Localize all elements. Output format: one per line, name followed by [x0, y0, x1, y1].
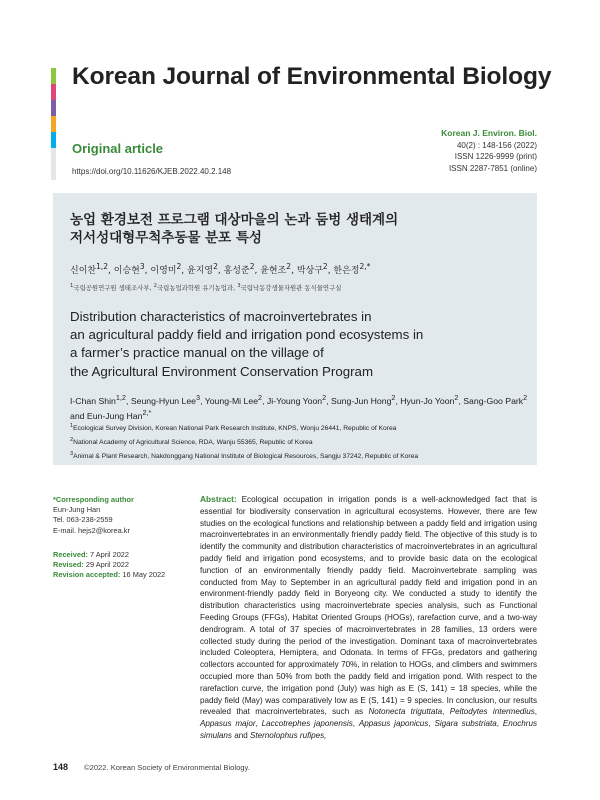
author-name: Sung-Jun Hong$^2$	[331, 393, 396, 406]
abstract-species: Sternolophus rufipes,	[249, 730, 327, 740]
english-authors: I-Chan Shin$^{1,2}$, Seung-Hyun Lee$^3$, Young-Mi Lee$^2$, Ji-Young Yoon$^2$, Sung-Jun Hong$^2$, Hyun-Jo Yoon$^2$, Sang-Goo Park$^2$ and Eun-Jung Han$^{2,*}$	[70, 393, 528, 422]
author-name: I-Chan Shin$^{1,2}$	[70, 393, 126, 406]
english-title-line: the Agricultural Environment Conservation Program	[70, 363, 374, 379]
corresponding-name: Eun-Jung Han	[53, 505, 101, 515]
english-affiliations	[70, 421, 535, 462]
color-bar-segment	[51, 84, 56, 100]
korean-authors: 신이찬$^{1,2}$, 이승현$^3$, 이영미$^2$, 윤지영$^2$, 홍성준$^2$, 윤현조$^2$, 박상구$^2$, 한은정$^{2,*}$	[70, 262, 371, 276]
affiliation-item: $^3$Animal & Plant Research, Nakdonggang National Institute of Biological Resources, Sangju 37242, Republic of Korea	[70, 450, 419, 460]
issn-online: ISSN 2287-7851 (online)	[448, 163, 537, 173]
revised-date: Revised: 29 April 2022	[53, 560, 130, 570]
copyright: ©2022. Korean Society of Environmental Biology.	[84, 763, 250, 772]
received-date: Received: 7 April 2022	[53, 549, 130, 559]
author-name: Hyun-Jo Yoon$^2$	[400, 393, 459, 406]
author-name: 이승현$^3$	[113, 262, 145, 276]
abstract-label: Abstract:	[200, 494, 237, 504]
author-name: 한은정$^{2,*}$	[333, 262, 371, 276]
journal-abbrev: Korean J. Environ. Biol.	[441, 128, 537, 138]
color-bar-segment	[51, 100, 56, 116]
author-name: Sang-Goo Park$^2$	[463, 393, 528, 406]
author-name: Seung-Hyun Lee$^3$	[130, 393, 201, 406]
abstract-species: Laccotrephes japonensis	[261, 719, 353, 729]
corresponding-email[interactable]: E-mail. hejs2@korea.kr	[53, 525, 130, 535]
color-bar-segment	[51, 132, 56, 148]
issn-print: ISSN 1226-9999 (print)	[454, 152, 537, 161]
english-title	[70, 308, 530, 381]
color-bar-segment	[51, 148, 56, 164]
color-bar-segment	[51, 68, 56, 84]
korean-title-line: 저서성대형무척추동물 분포 특성	[70, 230, 262, 246]
citation-block	[441, 128, 537, 174]
color-bar-segment	[51, 116, 56, 132]
accepted-date: Revision accepted: 16 May 2022	[53, 570, 166, 580]
author-name: Young-Mi Lee$^2$	[204, 393, 263, 406]
abstract-species: Peltodytes intermedius	[449, 707, 535, 717]
abstract: Abstract: Ecological occupation in irrigation ponds is a well-acknowledged fact that is essential for biodiversity conservation in agricultural ecosystems. However, there are few studies on the ecological functions and relationship between a paddy field and irrigation using macroinvertebrates in an environmentally friendly paddy field. The objective of this study is to identify the community and distribution characteristics of macroinvertebrates in an agricultural paddy field and irrigation pond ecosystems, and to provide basic data on the ecological function of an environmentally friendly paddy field. Macroinvertebrate sampling was conducted from May to September in an agricultural paddy field and irrigation pond in an environment-friendly paddy field in Boryeong city. We conducted a study to identify the distribution characteristics using macroinvertebrate species analysis, such as Functional Feeding Groups (FFGs), Habitat Oriented Groups (HOGs), rarefaction curve, and a two-way dendrogram. A total of 37 species of macroinvertebrates in 28 families, 13 orders were collected study during the period of the investigation. Dominant taxa of macroinvertebrates included Coleoptera, Hemiptera, and Odonata. In terms of FFGs, predators and gathering collectors accounted for approximately 70%, in relation to HOGs, and climbers and swimmers occupied more than 50% from both the paddy field and irrigation pond. With respect to the rarefaction curve, the irrigation pond (July) was high as E (S, 141) = 18 species, while the paddy field (May) was comparatively low as E (S, 141) = 9 species. In conclusion, our results revealed that macroinvertebrates, such as Notonecta triguttata, Peltodytes intermedius, Appasus major, Laccotrephes japonensis, Appasus japonicus, Sigara substriata, Enochrus simulans and Sternolophus rufipes,	[200, 494, 538, 740]
korean-affil-3: 국립낙동강생물자원관 동식물연구실	[240, 284, 342, 293]
abstract-text: Ecological occupation in irrigation ponds is a well-acknowledged fact that is essential for biodiversity conservation in agricultural ecosystems. However, there are few studies on the ecological functions and relationship between a paddy field and irrigation using macroinvertebrates in an environmentally friendly paddy field. The objective of this study is to identify the community and distribution characteristics of macroinvertebrates in an agricultural paddy field and irrigation pond ecosystems, and to provide basic data on the ecological function of an environmentally friendly paddy field. Macroinvertebrate sampling was conducted from May to September in an agricultural paddy field and irrigation pond in an environment-friendly paddy field in Boryeong city. We conducted a study to identify the distribution characteristics using macroinvertebrate species analysis, such as Functional Feeding Groups (FFGs), Habitat Oriented Groups (HOGs), rarefaction curve, and a two-way dendrogram. A total of 37 species of macroinvertebrates in 28 families, 13 orders were collected study during the period of the investigation. Dominant taxa of macroinvertebrates included Coleoptera, Hemiptera, and Odonata. In terms of FFGs, predators and gathering collectors accounted for approximately 70%, in relation to HOGs, and climbers and swimmers occupied more than 50% from both the paddy field and irrigation pond. With respect to the rarefaction curve, the irrigation pond (July) was high as E (S, 141) = 18 species, while the paddy field (May) was comparatively low as E (S, 141) = 9 species. In conclusion, our results revealed that macroinvertebrates, such as	[200, 495, 538, 717]
korean-title-line: 농업 환경보전 프로그램 대상마을의 논과 둠벙 생태계의	[70, 212, 399, 228]
english-title-line: a farmer’s practice manual on the village of	[70, 345, 324, 361]
corresponding-tel: Tel. 063-238-2559	[53, 515, 113, 525]
author-name: 윤현조$^2$	[260, 262, 292, 276]
author-name: 윤지영$^2$	[186, 262, 218, 276]
affiliation-item: $^1$Ecological Survey Division, Korean National Park Research Institute, KNPS, Wonju 26441, Republic of Korea	[70, 423, 397, 433]
author-name: Ji-Young Yoon$^2$	[266, 393, 327, 406]
author-name: 신이찬$^{1,2}$	[70, 262, 109, 276]
doi-link[interactable]: https://doi.org/10.11626/KJEB.2022.40.2.148	[72, 167, 232, 176]
abstract-species: Enochrus simulans	[200, 719, 538, 740]
author-name: 홍성준$^2$	[223, 262, 255, 276]
page-number: 148	[53, 762, 69, 772]
color-bar-segment	[51, 164, 56, 180]
korean-affil-1: 국립공원연구원 생태조사부,	[73, 284, 152, 293]
journal-title: Korean Journal of Environmental Biology	[72, 63, 552, 90]
abstract-species: Appasus major	[200, 719, 256, 729]
journal-color-bar	[51, 68, 56, 180]
volume-pages: 40(2) : 148-156 (2022)	[456, 140, 537, 150]
korean-affil-2: 국립농업과학원 유기농업과,	[156, 284, 236, 293]
abstract-species: Notonecta triguttata	[368, 707, 443, 717]
abstract-species: Sigara substriata	[434, 719, 497, 729]
author-name: 박상구$^2$	[296, 262, 328, 276]
corresponding-label: *Corresponding author	[53, 495, 134, 504]
korean-title	[70, 211, 398, 247]
author-name: 이영미$^2$	[150, 262, 182, 276]
article-type: Original article	[72, 141, 164, 156]
affiliation-item: $^2$National Academy of Agricultural Science, RDA, Wanju 55365, Republic of Korea	[70, 436, 313, 447]
korean-affiliations: $^1$국립공원연구원 생태조사부, $^2$국립농업과학원 유기농업과, $^3$국립낙동강생물자원관 동식물연구실	[70, 283, 342, 293]
author-name: Eun-Jung Han$^{2,*}$	[86, 408, 152, 422]
abstract-species: Appasus japonicus	[358, 719, 429, 729]
english-title-line: an agricultural paddy field and irrigation pond ecosystems in	[70, 327, 424, 343]
english-title-line: Distribution characteristics of macroinvertebrates in	[70, 309, 372, 324]
article-info-sidebar	[53, 495, 183, 580]
